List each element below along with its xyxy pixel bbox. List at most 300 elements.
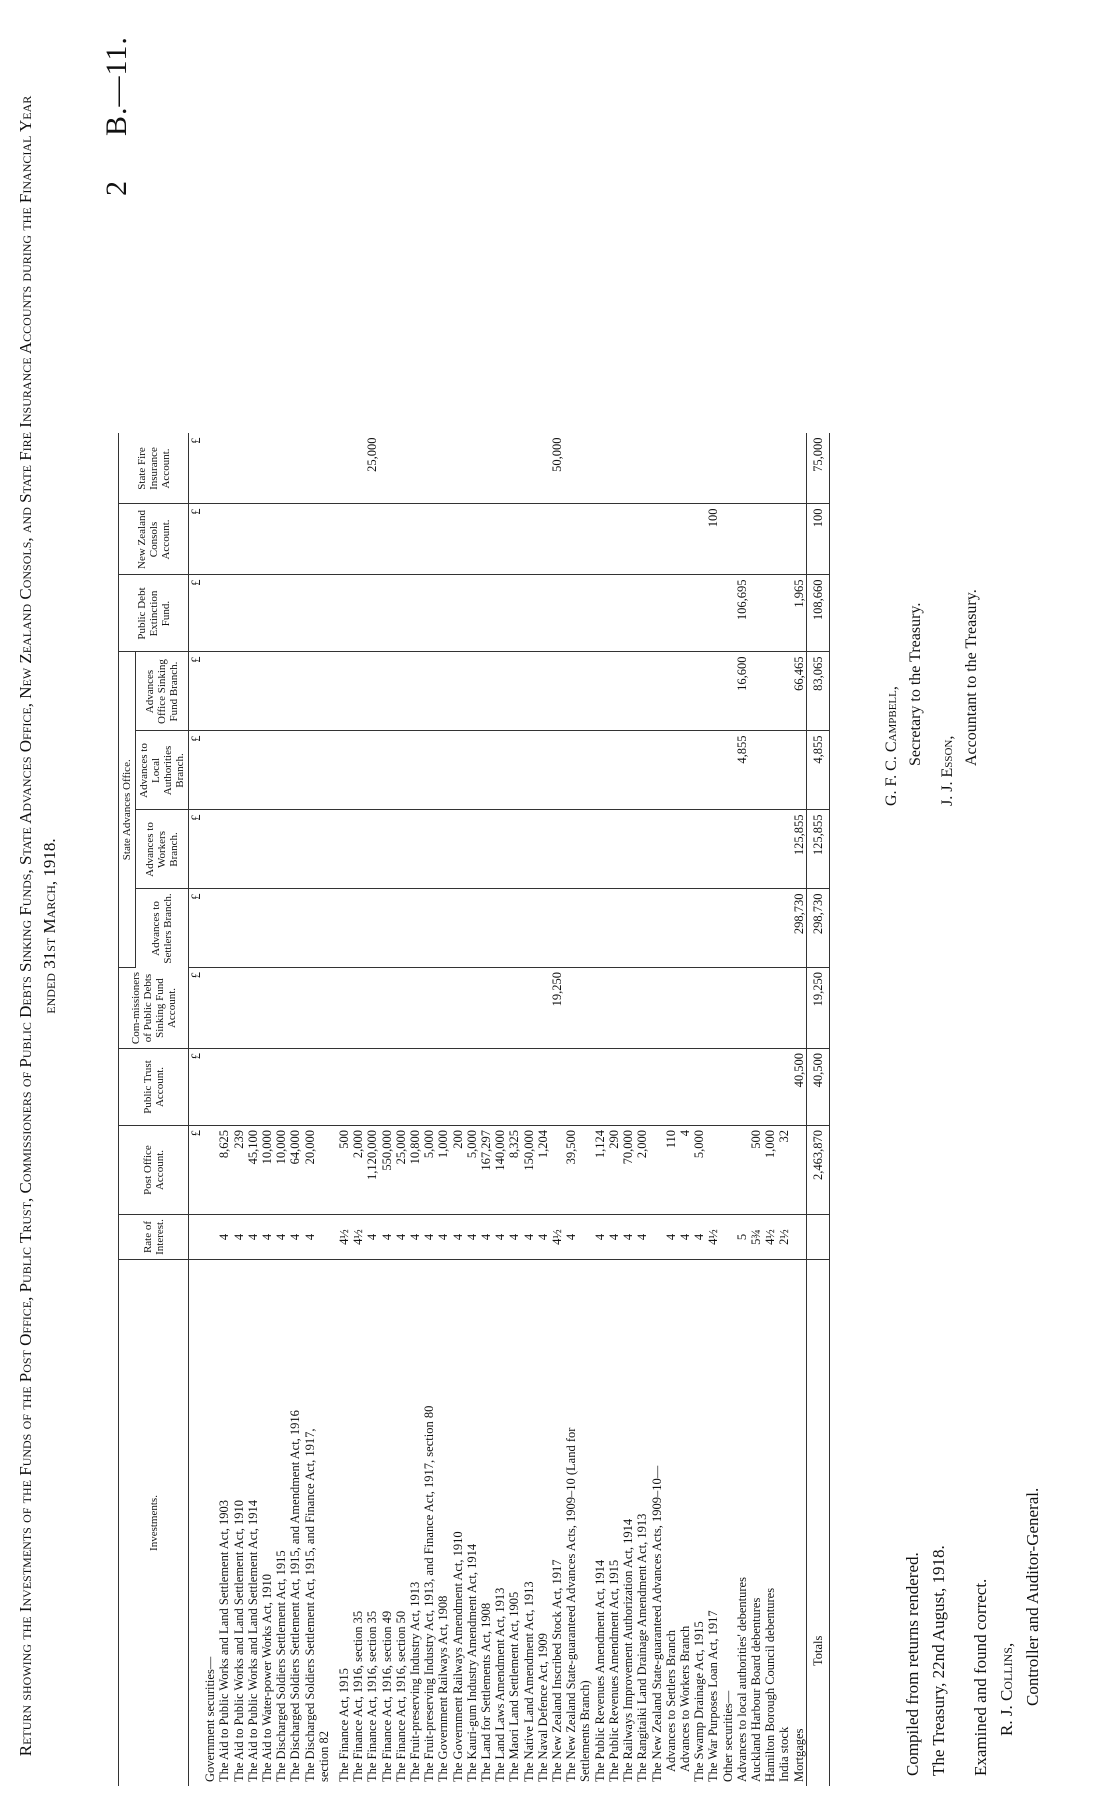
- amount-cell: [203, 968, 217, 1049]
- amount-cell: [465, 504, 479, 575]
- table-row: [303, 434, 317, 1787]
- amount-cell: [317, 575, 331, 652]
- amount-cell: [493, 652, 507, 731]
- amount-cell: [664, 731, 678, 810]
- interest-rate: 4½: [351, 1215, 365, 1260]
- interest-rate: 4: [260, 1215, 274, 1260]
- amount-cell: [365, 889, 379, 968]
- amount-cell: [246, 810, 260, 889]
- amount-cell: [351, 652, 365, 731]
- table-row: [692, 434, 706, 1787]
- amount-cell: [408, 731, 422, 810]
- amount-cell: [721, 968, 735, 1049]
- interest-rate: [792, 1215, 807, 1260]
- amount-cell: [260, 1049, 274, 1126]
- treasury-date: The Treasury, 22nd August, 1918.: [929, 1545, 948, 1776]
- investment-name: The Discharged Soldiers Settlement Act, 1915, and Finance Act, 1917,: [302, 1428, 317, 1782]
- amount-cell: [536, 652, 550, 731]
- table-row: [721, 434, 735, 1787]
- amount-cell: 1,120,000: [365, 1126, 379, 1215]
- table-row: [621, 434, 635, 1787]
- amount-cell: [621, 652, 635, 731]
- amount-cell: [274, 575, 288, 652]
- amount-cell: [522, 968, 536, 1049]
- amount-cell: [232, 434, 246, 505]
- amount-cell: [593, 889, 607, 968]
- amount-cell: [706, 1126, 720, 1215]
- amount-cell: [465, 810, 479, 889]
- examined-note: Examined and found correct.: [971, 1578, 990, 1776]
- amount-cell: [436, 504, 450, 575]
- amount-cell: 50,000: [550, 434, 564, 505]
- amount-cell: [522, 1049, 536, 1126]
- amount-cell: [303, 652, 317, 731]
- amount-cell: [735, 1049, 749, 1126]
- amount-cell: [380, 652, 394, 731]
- interest-rate: [317, 1215, 331, 1260]
- interest-rate: 4: [422, 1215, 436, 1260]
- amount-cell: [735, 889, 749, 968]
- table-row: [578, 434, 592, 1787]
- amount-cell: 110: [664, 1126, 678, 1215]
- amount-cell: [635, 731, 649, 810]
- amount-cell: [777, 575, 791, 652]
- interest-rate: 4: [621, 1215, 635, 1260]
- amount-cell: [465, 652, 479, 731]
- amount-cell: [451, 434, 465, 505]
- interest-rate: 4: [607, 1215, 621, 1260]
- amount-cell: [394, 434, 408, 505]
- amount-cell: [351, 810, 365, 889]
- table-row: [274, 434, 288, 1787]
- totals-rate: [806, 1215, 829, 1260]
- table-row: [331, 434, 351, 1787]
- interest-rate: 4: [664, 1215, 678, 1260]
- amount-cell: [507, 652, 521, 731]
- header-state-advances-office: State Advances Office.: [119, 652, 136, 968]
- amount-cell: [792, 1126, 807, 1215]
- amount-cell: [692, 731, 706, 810]
- amount-cell: [303, 810, 317, 889]
- amount-cell: [721, 889, 735, 968]
- amount-cell: [678, 968, 692, 1049]
- amount-cell: 45,100: [246, 1126, 260, 1215]
- amount-cell: [317, 731, 331, 810]
- amount-cell: 16,600: [735, 652, 749, 731]
- amount-cell: [479, 575, 493, 652]
- investment-name: The War Purposes Loan Act, 1917: [706, 1610, 721, 1782]
- amount-cell: [678, 434, 692, 505]
- amount-cell: [451, 810, 465, 889]
- amount-cell: 500: [749, 1126, 763, 1215]
- amount-cell: [735, 504, 749, 575]
- amount-cell: [479, 434, 493, 505]
- interest-rate: 4: [678, 1215, 692, 1260]
- investment-name: The New Zealand State-guaranteed Advances Acts, 1909–10 (Land for: [564, 1427, 579, 1782]
- interest-rate: 4: [692, 1215, 706, 1260]
- amount-cell: [436, 968, 450, 1049]
- header-post-office: Post Office Account.: [119, 1126, 189, 1215]
- amount-cell: [721, 504, 735, 575]
- amount-cell: [749, 652, 763, 731]
- amount-cell: [303, 504, 317, 575]
- amount-cell: [365, 575, 379, 652]
- secretary-title: Secretary to the Treasury.: [907, 602, 924, 766]
- amount-cell: [635, 810, 649, 889]
- amount-cell: [536, 968, 550, 1049]
- amount-cell: [578, 968, 592, 1049]
- amount-cell: [274, 434, 288, 505]
- amount-cell: [394, 731, 408, 810]
- amount-cell: [246, 731, 260, 810]
- amount-cell: [650, 968, 664, 1049]
- interest-rate: 4: [479, 1215, 493, 1260]
- amount-cell: [288, 731, 302, 810]
- interest-rate: [650, 1215, 664, 1260]
- amount-cell: [621, 810, 635, 889]
- investment-name: Settlements Branch): [578, 1680, 593, 1782]
- amount-cell: [721, 652, 735, 731]
- amount-cell: [564, 504, 578, 575]
- amount-cell: [217, 889, 231, 968]
- amount-cell: [550, 810, 564, 889]
- amount-cell: [288, 652, 302, 731]
- amount-cell: [479, 810, 493, 889]
- amount-cell: [692, 504, 706, 575]
- table-row: [380, 434, 394, 1787]
- amount-cell: [479, 504, 493, 575]
- amount-cell: [692, 889, 706, 968]
- investment-name: The Naval Defence Act, 1909: [535, 1633, 550, 1782]
- interest-rate: 4½: [331, 1215, 351, 1260]
- amount-cell: [380, 434, 394, 505]
- amount-cell: [650, 1049, 664, 1126]
- investment-name: The Fruit-preserving Industry Act, 1913, and Finance Act, 1917, section 80: [422, 1405, 437, 1782]
- amount-cell: [394, 889, 408, 968]
- amount-cell: [777, 810, 791, 889]
- amount-cell: [721, 434, 735, 505]
- amount-cell: [465, 968, 479, 1049]
- amount-cell: [664, 652, 678, 731]
- amount-cell: [260, 810, 274, 889]
- table-row: [451, 434, 465, 1787]
- amount-cell: [536, 504, 550, 575]
- amount-cell: [303, 434, 317, 505]
- table-row: [635, 434, 649, 1787]
- amount-cell: [217, 575, 231, 652]
- amount-cell: [763, 575, 777, 652]
- amount-cell: [365, 504, 379, 575]
- amount-cell: [777, 434, 791, 505]
- total-amount: 125,855: [806, 810, 829, 889]
- amount-cell: 200: [451, 1126, 465, 1215]
- table-row: [749, 434, 763, 1787]
- amount-cell: [465, 575, 479, 652]
- amount-cell: [550, 1049, 564, 1126]
- amount-cell: [522, 434, 536, 505]
- amount-cell: [777, 504, 791, 575]
- amount-cell: [451, 968, 465, 1049]
- amount-cell: [564, 810, 578, 889]
- amount-cell: [436, 731, 450, 810]
- header-public-trust: Public Trust Account.: [119, 1049, 189, 1126]
- interest-rate: 4½: [706, 1215, 720, 1260]
- amount-cell: [749, 889, 763, 968]
- amount-cell: [351, 575, 365, 652]
- currency-cell: £: [189, 575, 204, 652]
- table-row: [706, 434, 720, 1787]
- amount-cell: [721, 1126, 735, 1215]
- amount-cell: [650, 889, 664, 968]
- amount-cell: [749, 810, 763, 889]
- amount-cell: 500: [331, 1126, 351, 1215]
- amount-cell: [621, 731, 635, 810]
- amount-cell: [217, 968, 231, 1049]
- amount-cell: [792, 968, 807, 1049]
- amount-cell: [678, 652, 692, 731]
- amount-cell: [536, 434, 550, 505]
- header-settlers: Advances to Settlers Branch.: [136, 889, 189, 968]
- investment-name: The Land Laws Amendment Act, 1913: [493, 1587, 508, 1782]
- amount-cell: 5,000: [465, 1126, 479, 1215]
- total-amount: 19,250: [806, 968, 829, 1049]
- amount-cell: [317, 968, 331, 1049]
- currency-row: [189, 434, 204, 1787]
- investment-name: The Aid to Public Works and Land Settlement Act, 1903: [217, 1499, 232, 1782]
- amount-cell: [578, 1126, 592, 1215]
- amount-cell: 1,000: [763, 1126, 777, 1215]
- interest-rate: 4: [451, 1215, 465, 1260]
- investment-name: The Aid to Public Works and Land Settlement Act, 1914: [245, 1499, 260, 1782]
- amount-cell: [246, 968, 260, 1049]
- amount-cell: [493, 968, 507, 1049]
- amount-cell: [593, 575, 607, 652]
- amount-cell: [621, 434, 635, 505]
- interest-rate: 4: [274, 1215, 288, 1260]
- investment-name: The Finance Act, 1916, section 50: [393, 1610, 408, 1782]
- amount-cell: [564, 575, 578, 652]
- amount-cell: [408, 652, 422, 731]
- total-amount: 4,855: [806, 731, 829, 810]
- investment-name: The New Zealand State-guaranteed Advances Acts, 1909–10—: [649, 1465, 664, 1782]
- amount-cell: [578, 434, 592, 505]
- amount-cell: [578, 504, 592, 575]
- investment-name: The New Zealand Inscribed Stock Act, 1917: [550, 1559, 565, 1782]
- accountant-title: Accountant to the Treasury.: [963, 589, 980, 766]
- table-row: [203, 434, 217, 1787]
- amount-cell: [246, 434, 260, 505]
- investment-name: The Public Revenues Amendment Act, 1915: [606, 1559, 621, 1782]
- amount-cell: [274, 810, 288, 889]
- amount-cell: [522, 889, 536, 968]
- table-row: [777, 434, 791, 1787]
- amount-cell: [507, 434, 521, 505]
- amount-cell: [593, 810, 607, 889]
- amount-cell: 106,695: [735, 575, 749, 652]
- amount-cell: [260, 731, 274, 810]
- amount-cell: [493, 889, 507, 968]
- interest-rate: 5: [735, 1215, 749, 1260]
- amount-cell: [735, 434, 749, 505]
- investment-name: The Swamp Drainage Act, 1915: [692, 1621, 707, 1782]
- investment-name: The Aid to Water-power Works Act, 1910: [260, 1573, 275, 1782]
- header-workers: Advances to Workers Branch.: [136, 810, 189, 889]
- interest-rate: 4: [217, 1215, 231, 1260]
- amount-cell: [749, 968, 763, 1049]
- amount-cell: [507, 731, 521, 810]
- amount-cell: [706, 434, 720, 505]
- amount-cell: [451, 504, 465, 575]
- interest-rate: 4: [380, 1215, 394, 1260]
- amount-cell: [232, 575, 246, 652]
- amount-cell: [303, 731, 317, 810]
- table-row: [317, 434, 331, 1787]
- interest-rate: [721, 1215, 735, 1260]
- table-row: [260, 434, 274, 1787]
- amount-cell: 66,465: [792, 652, 807, 731]
- header-public-debt: Public Debt Extinction Fund.: [119, 575, 189, 652]
- amount-cell: [635, 889, 649, 968]
- amount-cell: [365, 731, 379, 810]
- amount-cell: [721, 810, 735, 889]
- table-row: [232, 434, 246, 1787]
- amount-cell: [706, 731, 720, 810]
- amount-cell: [763, 434, 777, 505]
- amount-cell: [274, 731, 288, 810]
- total-amount: 100: [806, 504, 829, 575]
- amount-cell: 40,500: [792, 1049, 807, 1126]
- auditor-title: Controller and Auditor-General.: [1023, 1487, 1042, 1706]
- amount-cell: [607, 1049, 621, 1126]
- amount-cell: [203, 434, 217, 505]
- amount-cell: [607, 889, 621, 968]
- amount-cell: [777, 652, 791, 731]
- amount-cell: [203, 1049, 217, 1126]
- amount-cell: [763, 731, 777, 810]
- amount-cell: [217, 731, 231, 810]
- amount-cell: [436, 434, 450, 505]
- amount-cell: [303, 1049, 317, 1126]
- table-row: [550, 434, 564, 1787]
- total-amount: 83,065: [806, 652, 829, 731]
- amount-cell: [232, 968, 246, 1049]
- investment-name: The Maori Land Settlement Act, 1905: [507, 1591, 522, 1782]
- amount-cell: [351, 1049, 365, 1126]
- amount-cell: [408, 889, 422, 968]
- amount-cell: [422, 731, 436, 810]
- table-row: [664, 434, 678, 1787]
- amount-cell: [749, 434, 763, 505]
- amount-cell: [274, 504, 288, 575]
- amount-cell: [650, 1126, 664, 1215]
- amount-cell: [735, 810, 749, 889]
- investment-name: Advances to Workers Branch: [677, 1625, 692, 1772]
- amount-cell: [451, 731, 465, 810]
- interest-rate: 4: [465, 1215, 479, 1260]
- amount-cell: 2,000: [635, 1126, 649, 1215]
- amount-cell: [749, 1049, 763, 1126]
- currency-cell: £: [189, 1126, 204, 1215]
- amount-cell: [260, 652, 274, 731]
- amount-cell: [274, 1049, 288, 1126]
- amount-cell: [493, 810, 507, 889]
- amount-cell: [408, 504, 422, 575]
- amount-cell: 8,625: [217, 1126, 231, 1215]
- amount-cell: [479, 652, 493, 731]
- amount-cell: [635, 1049, 649, 1126]
- currency-cell: £: [189, 731, 204, 810]
- amount-cell: [451, 889, 465, 968]
- amount-cell: [735, 1126, 749, 1215]
- amount-cell: [479, 731, 493, 810]
- table-row: [763, 434, 777, 1787]
- amount-cell: [550, 652, 564, 731]
- amount-cell: [380, 889, 394, 968]
- amount-cell: [550, 504, 564, 575]
- amount-cell: [650, 575, 664, 652]
- table-row: [351, 434, 365, 1787]
- investment-name: The Discharged Soldiers Settlement Act, 1915, and Amendment Act, 1916: [288, 1410, 303, 1782]
- amount-cell: [408, 434, 422, 505]
- amount-cell: [721, 731, 735, 810]
- amount-cell: [777, 968, 791, 1049]
- table-body: [189, 434, 830, 1787]
- amount-cell: [763, 652, 777, 731]
- amount-cell: [536, 575, 550, 652]
- amount-cell: [635, 504, 649, 575]
- amount-cell: [303, 575, 317, 652]
- amount-cell: [692, 575, 706, 652]
- table-row: [408, 434, 422, 1787]
- interest-rate: 4: [232, 1215, 246, 1260]
- page-number: 2: [100, 181, 133, 196]
- amount-cell: [507, 968, 521, 1049]
- investments-table: [118, 434, 830, 1787]
- table-row: [607, 434, 621, 1787]
- amount-cell: [203, 810, 217, 889]
- amount-cell: [664, 1049, 678, 1126]
- amount-cell: [607, 652, 621, 731]
- amount-cell: [246, 1049, 260, 1126]
- amount-cell: [578, 731, 592, 810]
- amount-cell: [664, 968, 678, 1049]
- amount-cell: [578, 652, 592, 731]
- amount-cell: [678, 889, 692, 968]
- interest-rate: 4: [507, 1215, 521, 1260]
- amount-cell: [422, 968, 436, 1049]
- amount-cell: [621, 504, 635, 575]
- amount-cell: [706, 652, 720, 731]
- amount-cell: [621, 575, 635, 652]
- currency-cell: £: [189, 889, 204, 968]
- amount-cell: 1,000: [436, 1126, 450, 1215]
- investment-name: Hamilton Borough Council debentures: [763, 1587, 778, 1782]
- amount-cell: [678, 810, 692, 889]
- amount-cell: [607, 575, 621, 652]
- amount-cell: [260, 434, 274, 505]
- amount-cell: [331, 731, 351, 810]
- amount-cell: [564, 1049, 578, 1126]
- amount-cell: [578, 889, 592, 968]
- investment-name: The Fruit-preserving Industry Act, 1913: [408, 1581, 423, 1782]
- amount-cell: [678, 575, 692, 652]
- amount-cell: [331, 968, 351, 1049]
- table-row: [735, 434, 749, 1787]
- amount-cell: [317, 889, 331, 968]
- table-row: [650, 434, 664, 1787]
- amount-cell: [288, 968, 302, 1049]
- amount-cell: [260, 504, 274, 575]
